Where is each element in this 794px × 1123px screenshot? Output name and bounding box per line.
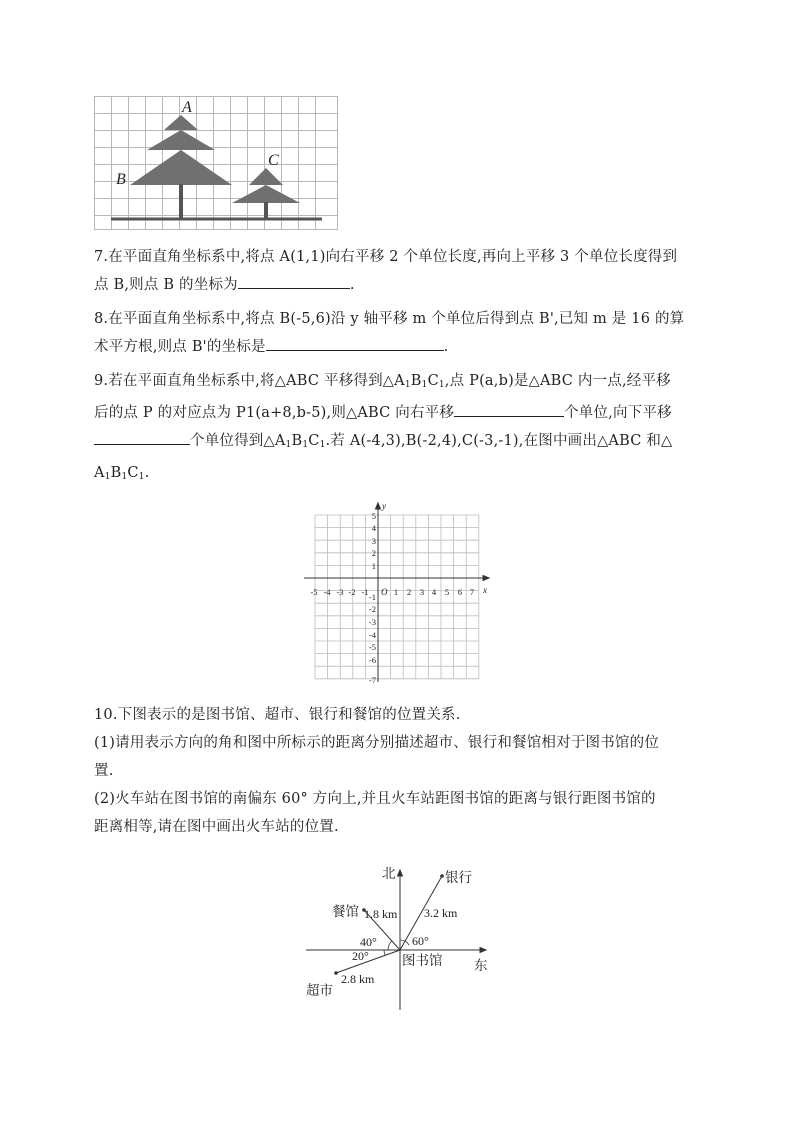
x-tick: 7 — [469, 587, 475, 597]
restaurant-distance: 1.8 km — [364, 907, 398, 921]
q9-down-blank[interactable] — [94, 430, 190, 445]
y-tick: -7 — [368, 675, 376, 685]
q10-part2-line1: (2)火车站在图书馆的南偏东 60° 方向上,并且火车站距图书馆的距离与银行距图书馆的 — [94, 791, 656, 807]
x-tick-labels — [310, 587, 474, 597]
q9-right-blank[interactable] — [454, 402, 564, 417]
bank-distance: 3.2 km — [424, 906, 458, 920]
grid-lines — [315, 515, 479, 679]
question-10 — [94, 701, 700, 841]
q9-line4: $A_1B_1C_1$. — [94, 465, 150, 482]
direction-figure — [300, 860, 500, 1012]
y-axis-label: y — [382, 501, 386, 511]
x-tick: 6 — [457, 587, 463, 597]
y-tick: 5 — [371, 511, 376, 521]
label-c: C — [268, 152, 279, 169]
y-tick: 4 — [371, 523, 376, 533]
restaurant-angle: 40° — [360, 935, 377, 949]
y-tick: -3 — [368, 617, 376, 627]
x-tick: -4 — [323, 587, 331, 597]
q8-line1: 8.在平面直角坐标系中,将点 B(-5,6)沿 y 轴平移 m 个单位后得到点 B',已知 m 是 16 的算 — [94, 311, 685, 327]
x-tick: 5 — [444, 587, 450, 597]
q7-line1: 7.在平面直角坐标系中,将点 A(1,1)向右平移 2 个单位长度,再向上平移 3 个单位长度得到 — [94, 249, 678, 265]
x-tick: 4 — [431, 587, 437, 597]
y-tick: -1 — [368, 592, 376, 602]
y-tick: 2 — [371, 548, 376, 558]
y-tick: -2 — [368, 604, 376, 614]
q10-part1-line2: 置. — [94, 763, 114, 779]
bank-angle: 60° — [412, 934, 429, 948]
restaurant-label: 餐馆 — [332, 904, 359, 919]
q8-line2: 术平方根,则点 B'的坐标是 . — [94, 333, 700, 361]
small-tree — [232, 168, 300, 219]
library-label: 图书馆 — [402, 953, 443, 968]
x-tick: -3 — [336, 587, 344, 597]
east-label: 东 — [474, 958, 488, 973]
q7-answer-blank[interactable] — [238, 274, 350, 289]
q9-line1: 9.若在平面直角坐标系中,将△ABC 平移得到$\triangle A_1B_1C_1$,点 P(a,b)是△ABC 内一点,经平移 — [94, 373, 671, 390]
supermarket-label: 超市 — [306, 983, 333, 998]
question-8 — [94, 305, 700, 361]
x-axis-label: x — [483, 585, 487, 595]
x-tick: 1 — [393, 587, 399, 597]
q9-line3: 个单位得到$\triangle A_1B_1C_1$.若 A(-4,3),B(-2,4),C(-3,-1),在图中画出△ABC 和△ — [94, 427, 700, 459]
y-tick: -4 — [368, 630, 376, 640]
y-tick: -6 — [368, 655, 376, 665]
x-tick: -2 — [348, 587, 356, 597]
coordinate-grid-figure — [300, 500, 492, 686]
restaurant-angle-arc — [388, 941, 392, 950]
x-tick: 2 — [406, 587, 412, 597]
q9-line2: 后的点 P 的对应点为 P1(a+8,b-5),则△ABC 向右平移 个单位,向下平移 — [94, 399, 700, 427]
origin-label: O — [381, 587, 388, 597]
question-7 — [94, 243, 700, 299]
supermarket-angle-arc — [384, 950, 385, 955]
tree-translation-figure — [94, 96, 339, 230]
q10-part1-line1: (1)请用表示方向的角和图中所标示的距离分别描述超市、银行和餐馆相对于图书馆的位 — [94, 735, 660, 751]
y-tick: -5 — [368, 642, 376, 652]
supermarket-distance: 2.8 km — [341, 972, 375, 986]
q10-title: 10.下图表示的是图书馆、超市、银行和餐馆的位置关系. — [94, 707, 461, 723]
x-tick: 3 — [419, 587, 425, 597]
q10-part2-line2: 距离相等,请在图中画出火车站的位置. — [94, 819, 339, 835]
x-tick: -1 — [361, 587, 369, 597]
north-label: 北 — [382, 866, 396, 881]
y-tick-labels — [369, 511, 377, 685]
label-b: B — [116, 171, 126, 188]
x-tick: -5 — [310, 587, 318, 597]
supermarket-angle: 20° — [352, 949, 369, 963]
compass-axes — [306, 870, 486, 1010]
tree-grid — [94, 96, 338, 230]
q8-answer-blank[interactable] — [266, 336, 444, 351]
question-9 — [94, 367, 700, 491]
y-tick: 1 — [371, 561, 376, 571]
y-tick: 3 — [371, 536, 376, 546]
bank-label: 银行 — [445, 870, 472, 885]
q7-line2: 点 B,则点 B 的坐标为 . — [94, 271, 700, 299]
label-a: A — [182, 99, 192, 116]
